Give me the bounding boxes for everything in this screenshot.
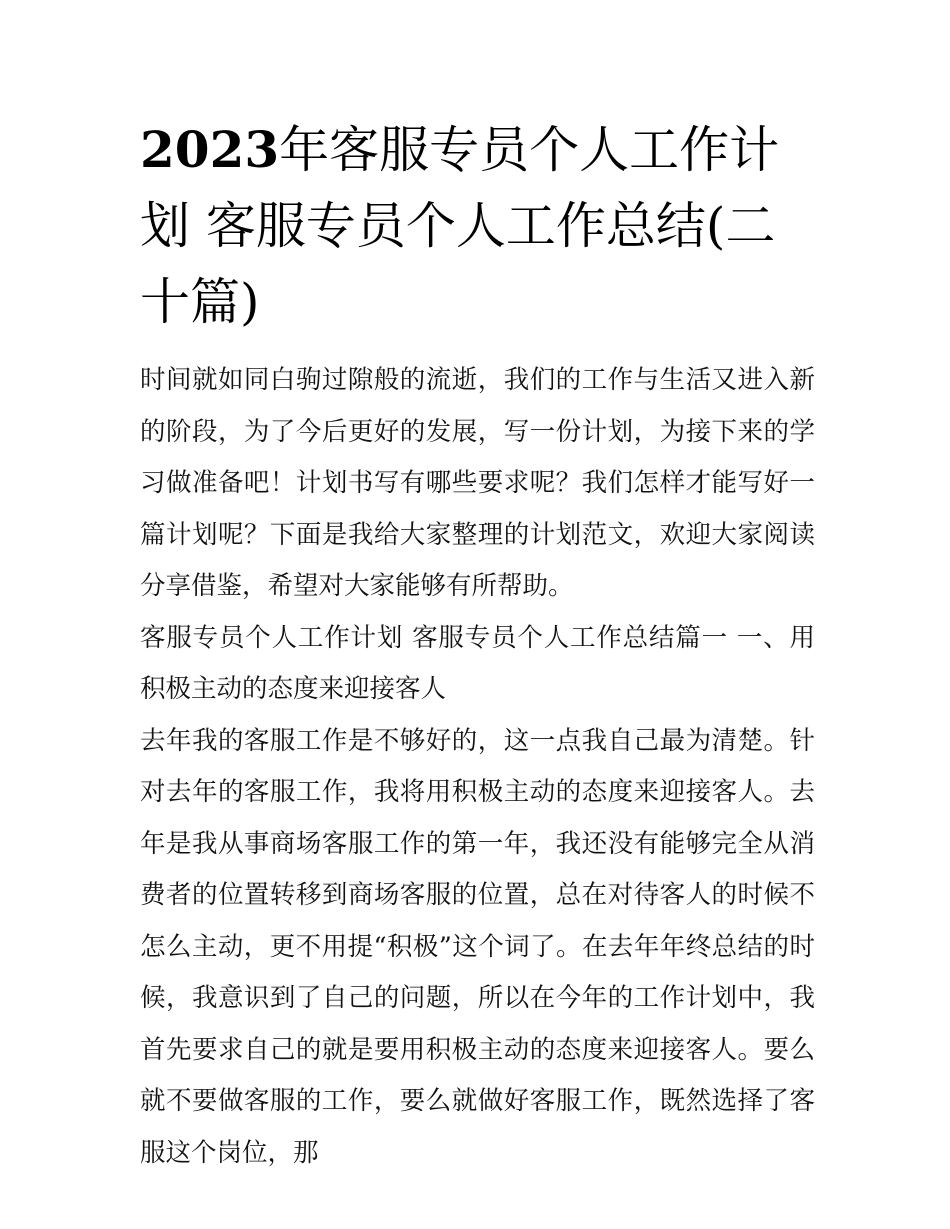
document-title xyxy=(140,112,815,340)
paragraph-intro: 时间就如同白驹过隙般的流逝，我们的工作与生活又进入新的阶段，为了今后更好的发展，写一份计划，为接下来的学习做准备吧！计划书写有哪些要求呢？我们怎样才能写好一篇计划呢？下面是我给大家整理的计划范文，欢迎大家阅读分享借鉴，希望对大家能够有所帮助。 xyxy=(140,365,815,601)
title-year: 2023 xyxy=(140,120,280,179)
title-text: 年客服专员个人工作计划 客服专员个人工作总结(二十篇) xyxy=(140,121,780,331)
paragraph-main: 去年我的客服工作是不够好的，这一点我自己最为清楚。针对去年的客服工作，我将用积极主动的态度来迎接客人。去年是我从事商场客服工作的第一年，我还没有能够完全从消费者的位置转移到商场客服的位置，总在对待客人的时候不怎么主动，更不用提“积极”这个词了。在去年年终总结的时候，我意识到了自己的问题，所以在今年的工作计划中，我首先要求自己的就是要用积极主动的态度来迎接客人。要么就不要做客服的工作，要么就做好客服工作，既然选择了客服这个岗位，那 xyxy=(140,725,815,1168)
paragraph-section-heading: 客服专员个人工作计划 客服专员个人工作总结篇一 一、用积极主动的态度来迎接客人 xyxy=(140,622,815,704)
document-body xyxy=(140,355,815,1179)
